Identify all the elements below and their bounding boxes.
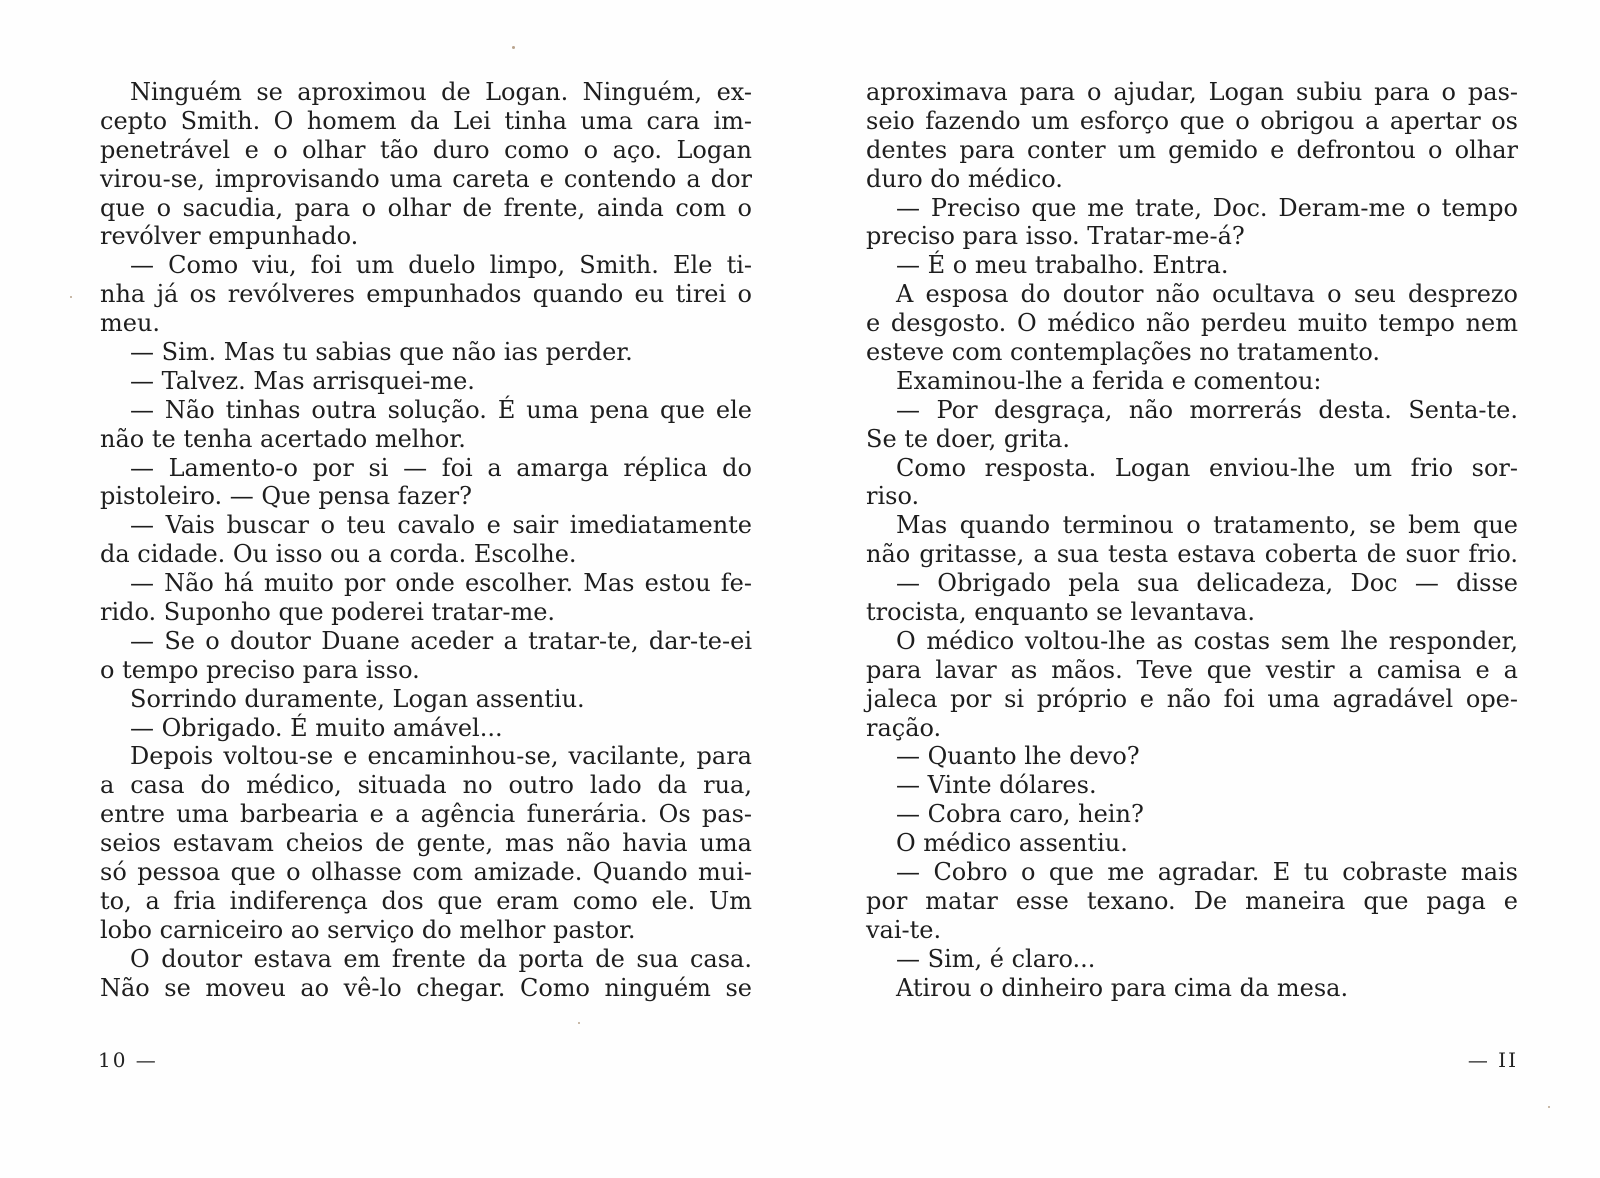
- text-line: Como resposta. Logan enviou-lhe um frio sor-: [896, 453, 1518, 482]
- text-line: jaleca por si próprio e não foi uma agradável ope-: [866, 684, 1518, 713]
- text-line: o tempo preciso para isso.: [100, 655, 420, 684]
- text-line: meu.: [100, 309, 161, 338]
- text-line: lobo carniceiro ao serviço do melhor pastor.: [100, 915, 636, 944]
- right-page: [866, 78, 1518, 1003]
- text-line: — Talvez. Mas arrisquei-me.: [130, 366, 475, 395]
- text-line: não gritasse, a sua testa estava coberta de suor frio.: [866, 540, 1518, 569]
- left-page-number: 10 —: [98, 1048, 158, 1072]
- text-line: penetrável e o olhar tão duro como o aço. Logan: [100, 135, 752, 164]
- text-line: duro do médico.: [866, 164, 1063, 193]
- text-line: O médico assentiu.: [896, 829, 1128, 858]
- text-line: seios estavam cheios de gente, mas não havia uma: [100, 829, 752, 858]
- text-line: O médico voltou-lhe as costas sem lhe responder,: [896, 626, 1518, 655]
- paper-speck: [1548, 1106, 1550, 1108]
- text-line: — Cobro o que me agradar. E tu cobraste mais: [896, 858, 1518, 887]
- text-line: Se te doer, grita.: [866, 424, 1070, 453]
- left-page: [100, 78, 752, 1003]
- text-line: Sorrindo duramente, Logan assentiu.: [130, 684, 585, 713]
- text-line: e desgosto. O médico não perdeu muito tempo nem: [866, 309, 1518, 338]
- text-line: só pessoa que o olhasse com amizade. Quando mui-: [100, 858, 752, 887]
- text-line: — Não há muito por onde escolher. Mas estou fe-: [130, 569, 752, 598]
- text-line: seio fazendo um esforço que o obrigou a apertar os: [866, 106, 1518, 135]
- text-line: — Preciso que me trate, Doc. Deram-me o tempo: [896, 193, 1518, 222]
- text-line: não te tenha acertado melhor.: [100, 424, 466, 453]
- text-line: — Obrigado pela sua delicadeza, Doc — disse: [896, 569, 1518, 598]
- text-line: dentes para conter um gemido e defrontou o olhar: [866, 135, 1518, 164]
- text-line: — Sim. Mas tu sabias que não ias perder.: [130, 338, 633, 367]
- text-line: revólver empunhado.: [100, 222, 359, 251]
- text-line: por matar esse texano. De maneira que paga e: [866, 886, 1518, 915]
- text-line: — Como viu, foi um duelo limpo, Smith. Ele ti-: [130, 251, 752, 280]
- text-line: — Obrigado. É muito amável...: [130, 713, 503, 742]
- text-line: — Se o doutor Duane aceder a tratar-te, dar-te-ei: [130, 626, 752, 655]
- text-line: — Vinte dólares.: [896, 771, 1097, 800]
- text-line: Mas quando terminou o tratamento, se bem que: [896, 511, 1518, 540]
- text-line: — É o meu trabalho. Entra.: [896, 251, 1229, 280]
- text-line: A esposa do doutor não ocultava o seu desprezo: [896, 280, 1518, 309]
- text-line: nha já os revólveres empunhados quando eu tirei o: [100, 280, 752, 309]
- text-line: cepto Smith. O homem da Lei tinha uma cara im-: [100, 106, 752, 135]
- text-line: ração.: [866, 713, 942, 742]
- text-line: Não se moveu ao vê-lo chegar. Como ninguém se: [100, 973, 752, 1002]
- text-line: esteve com contemplações no tratamento.: [866, 338, 1381, 367]
- text-line: riso.: [866, 482, 920, 511]
- text-line: preciso para isso. Tratar-me-á?: [866, 222, 1245, 251]
- text-line: — Cobra caro, hein?: [896, 800, 1144, 829]
- text-line: rido. Suponho que poderei tratar-me.: [100, 598, 556, 627]
- text-line: que o sacudia, para o olhar de frente, ainda com o: [100, 193, 752, 222]
- text-line: pistoleiro. — Que pensa fazer?: [100, 482, 473, 511]
- text-line: — Lamento-o por si — foi a amarga réplica do: [130, 453, 752, 482]
- text-line: Examinou-lhe a ferida e comentou:: [896, 366, 1322, 395]
- text-line: da cidade. Ou isso ou a corda. Escolhe.: [100, 540, 577, 569]
- paper-speck: [512, 46, 515, 49]
- text-line: Depois voltou-se e encaminhou-se, vacilante, para: [130, 742, 752, 771]
- paper-speck: [578, 1022, 580, 1024]
- text-line: O doutor estava em frente da porta de sua casa.: [130, 944, 752, 973]
- text-line: — Sim, é claro...: [896, 944, 1096, 973]
- text-line: entre uma barbearia e a agência funerária. Os pas-: [100, 800, 752, 829]
- text-line: — Quanto lhe devo?: [896, 742, 1140, 771]
- text-line: aproximava para o ajudar, Logan subiu para o pas-: [866, 78, 1518, 106]
- right-page-number: — II: [1467, 1048, 1518, 1072]
- text-line: virou-se, improvisando uma careta e contendo a dor: [100, 164, 752, 193]
- paper-speck: [70, 296, 72, 298]
- text-line: trocista, enquanto se levantava.: [866, 598, 1255, 627]
- text-line: a casa do médico, situada no outro lado da rua,: [100, 771, 752, 800]
- text-line: — Por desgraça, não morrerás desta. Senta-te.: [896, 395, 1518, 424]
- text-line: — Não tinhas outra solução. É uma pena que ele: [130, 395, 752, 424]
- text-line: vai-te.: [866, 915, 942, 944]
- text-line: — Vais buscar o teu cavalo e sair imediatamente: [130, 511, 752, 540]
- text-line: para lavar as mãos. Teve que vestir a camisa e a: [866, 655, 1518, 684]
- text-line: Ninguém se aproximou de Logan. Ninguém, ex-: [130, 78, 752, 106]
- text-line: to, a fria indiferença dos que eram como ele. Um: [100, 886, 752, 915]
- text-line: Atirou o dinheiro para cima da mesa.: [896, 973, 1349, 1002]
